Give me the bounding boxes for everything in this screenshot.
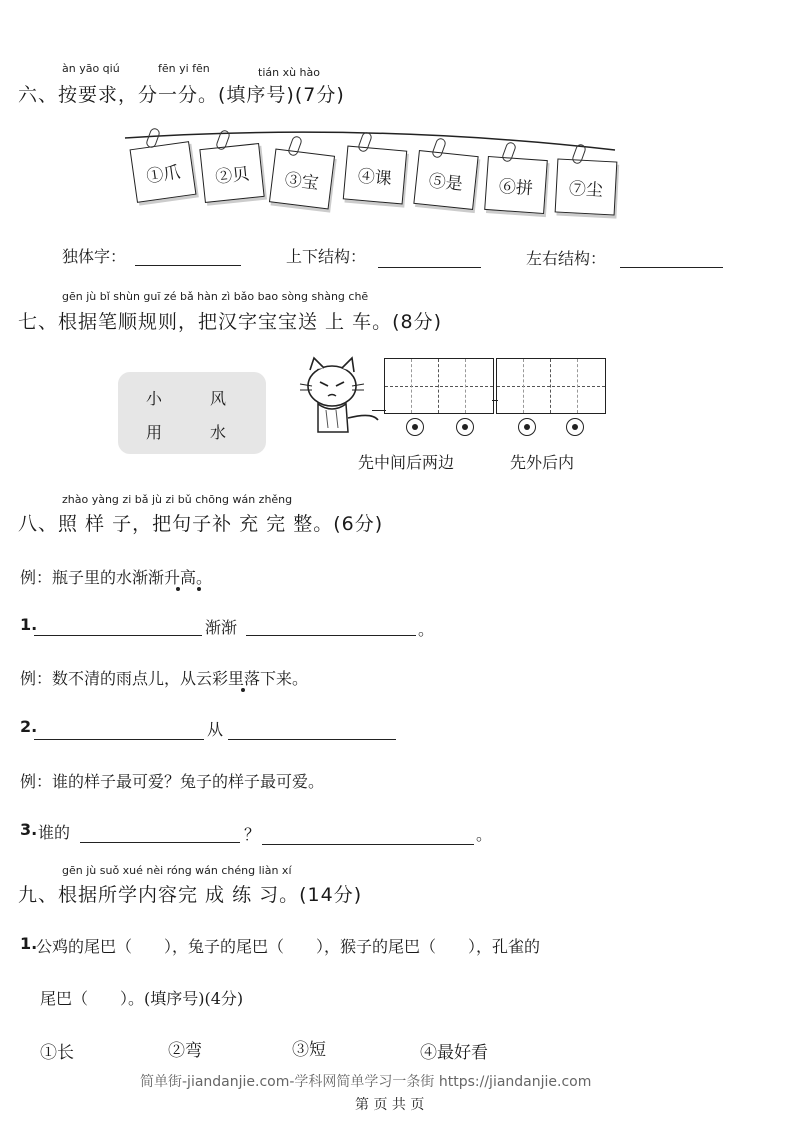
q1-keyword: 渐渐: [205, 618, 238, 637]
card-3: ③宝: [269, 149, 335, 210]
car-coupler: [372, 410, 386, 411]
caption-middle-then-sides: 先中间后两边: [358, 453, 455, 472]
section-7-pinyin: gēn jù bǐ shùn guī zé bǎ hàn zì bǎo bao sòng shàng chē: [62, 290, 369, 303]
option-4: ④最好看: [420, 1043, 488, 1063]
wheel-icon: [456, 418, 474, 436]
q3-prefix: 谁的: [38, 823, 71, 842]
wheel-icon: [406, 418, 424, 436]
card-2: ②贝: [199, 143, 264, 203]
example-3: 例：谁的样子最可爱？兔子的样子最可爱。: [20, 772, 325, 791]
pinyin-fen-yi-fen: fēn yi fēn: [158, 62, 210, 75]
card-7: ⑦尘: [555, 158, 618, 215]
section-8-title: 八、照 样 子，把句子补 充 完 整。(6分): [18, 513, 384, 535]
card-6: ⑥拼: [484, 156, 548, 214]
q1-blank-b[interactable]: [246, 635, 416, 636]
pinyin-tian-xu-hao: tián xù hào: [258, 66, 320, 79]
example-2: 例：数不清的雨点儿，从云彩里落下来。: [20, 669, 309, 688]
train-car-1: [384, 358, 494, 414]
cat-driver-icon: [292, 348, 382, 440]
answer-blank-top-bottom[interactable]: [378, 267, 481, 268]
card-1: ①爪: [130, 141, 197, 203]
question-9-1-line-1: 公鸡的尾巴（ ），兔子的尾巴（ ），猴子的尾巴（ ），孔雀的: [36, 937, 541, 956]
question-2-number: 2.: [20, 717, 38, 736]
emphasis-dot: [197, 587, 201, 591]
q1-end-mark: 。: [418, 620, 435, 639]
card-4: ④课: [343, 145, 407, 204]
option-2: ②弯: [168, 1041, 202, 1061]
q3-blank-a[interactable]: [80, 842, 240, 843]
caption-outside-then-inside: 先外后内: [510, 453, 575, 472]
question-1-number: 1.: [20, 615, 38, 634]
label-left-right: 左右结构：: [526, 249, 607, 268]
label-single-structure: 独体字：: [62, 247, 127, 266]
section-6-title: 六、按要求，分一分。(填序号)(7分): [18, 84, 345, 106]
card-5: ⑤是: [413, 150, 478, 210]
char-feng: 风: [210, 389, 227, 408]
option-1: ①长: [40, 1043, 74, 1063]
emphasis-dot: [241, 688, 245, 692]
q3-blank-b[interactable]: [262, 844, 474, 845]
answer-blank-left-right[interactable]: [620, 267, 723, 268]
section-9-pinyin: gēn jù suǒ xué nèi róng wán chéng liàn xí: [62, 864, 292, 877]
q2-keyword: 从: [207, 720, 224, 739]
question-3-number: 3.: [20, 820, 38, 839]
wheel-icon: [518, 418, 536, 436]
char-shui: 水: [210, 423, 227, 442]
section-9-title: 九、根据所学内容完 成 练 习。(14分): [18, 884, 363, 906]
q1-blank-a[interactable]: [34, 635, 202, 636]
section-8-pinyin: zhào yàng zi bǎ jù zi bǔ chōng wán zhěng: [62, 493, 293, 506]
question-9-1-number: 1.: [20, 934, 38, 953]
wheel-icon: [566, 418, 584, 436]
char-yong: 用: [146, 423, 163, 442]
option-3: ③短: [292, 1040, 326, 1060]
question-9-1-line-2: 尾巴（ ）。(填序号)(4分): [40, 989, 244, 1008]
car-coupler: [492, 400, 498, 401]
example-1: 例：瓶子里的水渐渐升高。: [20, 568, 213, 587]
train-car-2: [496, 358, 606, 414]
q2-blank-b[interactable]: [228, 739, 396, 740]
q3-end-mark: 。: [476, 825, 493, 844]
answer-blank-single[interactable]: [135, 265, 241, 266]
q3-question-mark: ？: [244, 825, 261, 844]
emphasis-dot: [176, 587, 180, 591]
watermark: 简单街-jiandanjie.com-学科网简单学习一条街 https://jiandanjie.com: [140, 1074, 592, 1090]
q2-blank-a[interactable]: [34, 739, 204, 740]
pinyin-an-yao-qiu: àn yāo qiú: [62, 62, 120, 75]
char-xiao: 小: [146, 389, 163, 408]
section-7-title: 七、根据笔顺规则，把汉字宝宝送 上 车。(8分): [18, 311, 442, 333]
label-top-bottom: 上下结构：: [286, 247, 367, 266]
character-board: [118, 372, 266, 454]
page-number: 第 页 共 页: [355, 1097, 425, 1113]
